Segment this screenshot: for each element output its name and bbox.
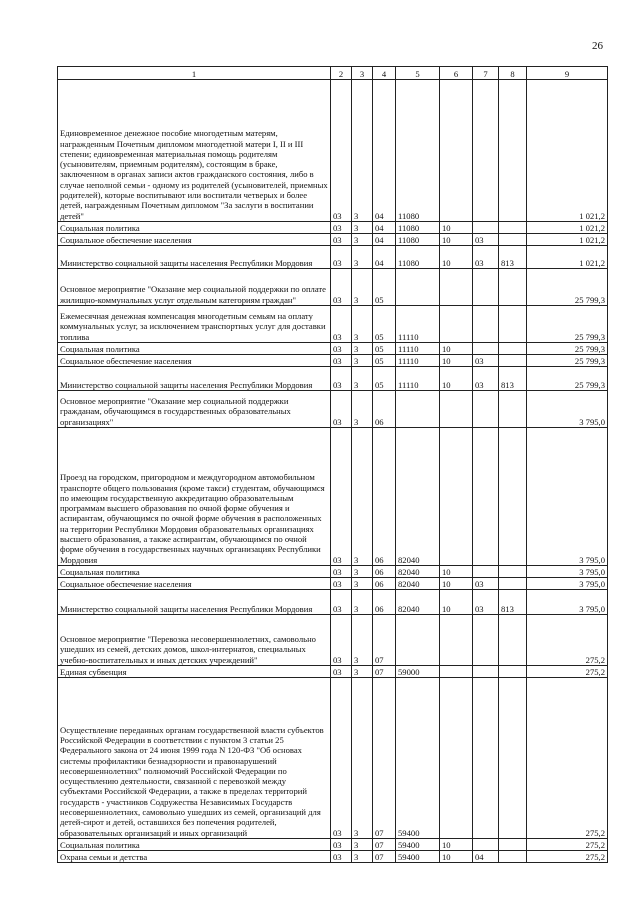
subsection-code-2-cell bbox=[473, 80, 499, 222]
program-code-cell: 05 bbox=[373, 343, 396, 355]
subsection-code-2-cell bbox=[473, 666, 499, 678]
target-article-code-cell bbox=[396, 269, 440, 306]
table-row bbox=[58, 391, 608, 428]
target-article-code-cell: 11110 bbox=[396, 306, 440, 343]
subsection-code-cell: 3 bbox=[352, 367, 373, 391]
section-code-cell: 03 bbox=[331, 269, 352, 306]
subsection-code-2-cell bbox=[473, 269, 499, 306]
section-code-cell: 03 bbox=[331, 851, 352, 863]
expense-type-code-cell bbox=[499, 666, 527, 678]
subsection-code-2-cell: 04 bbox=[473, 851, 499, 863]
amount-cell: 1 021,2 bbox=[527, 222, 608, 234]
expense-type-code-cell bbox=[499, 566, 527, 578]
section-code-cell: 03 bbox=[331, 246, 352, 269]
table-row bbox=[58, 590, 608, 615]
amount-cell: 25 799,3 bbox=[527, 306, 608, 343]
item-name-cell: Социальное обеспечение населения bbox=[58, 234, 331, 246]
subsection-code-cell: 3 bbox=[352, 566, 373, 578]
section-code-cell: 03 bbox=[331, 355, 352, 367]
section-code-cell: 03 bbox=[331, 839, 352, 851]
subsection-code-2-cell bbox=[473, 678, 499, 839]
subsection-code-cell: 3 bbox=[352, 234, 373, 246]
subsection-code-2-cell bbox=[473, 306, 499, 343]
item-name-cell: Основное мероприятие "Оказание мер социальной поддержки по оплате жилищно-коммунальных услуг отдельным категориям граждан" bbox=[58, 269, 331, 306]
program-code-cell: 07 bbox=[373, 839, 396, 851]
target-article-code-cell: 59400 bbox=[396, 851, 440, 863]
subsection-code-2-cell: 03 bbox=[473, 234, 499, 246]
target-article-code-cell: 11110 bbox=[396, 355, 440, 367]
section-code-cell: 03 bbox=[331, 678, 352, 839]
subsection-code-2-cell bbox=[473, 839, 499, 851]
item-name-cell: Проезд на городском, пригородном и междугородном автомобильном транспорте общего пользования (кроме такси) студентам, обучающимся по имеющим государственную аккредитацию образовательным программам высшего образования по очной форме обучения и аспирантам, обучающимся по очной форме обучения в расположенных на территории Республики Мордовия образовательных организациях высшего образования, а также аспирантам, обучающимся по очной форме обучения в государственных научных организациях Республики Мордовия bbox=[58, 428, 331, 566]
section-code-cell: 03 bbox=[331, 615, 352, 666]
table-row bbox=[58, 343, 608, 355]
section-code-10-cell: 10 bbox=[440, 222, 473, 234]
section-code-10-cell: 10 bbox=[440, 566, 473, 578]
amount-cell: 1 021,2 bbox=[527, 246, 608, 269]
expense-type-code-cell bbox=[499, 269, 527, 306]
table-row bbox=[58, 367, 608, 391]
table-row bbox=[58, 566, 608, 578]
section-code-10-cell bbox=[440, 306, 473, 343]
subsection-code-2-cell: 03 bbox=[473, 367, 499, 391]
amount-cell: 25 799,3 bbox=[527, 269, 608, 306]
section-code-cell: 03 bbox=[331, 566, 352, 578]
target-article-code-cell: 59400 bbox=[396, 839, 440, 851]
section-code-10-cell: 10 bbox=[440, 343, 473, 355]
section-code-10-cell bbox=[440, 428, 473, 566]
section-code-10-cell bbox=[440, 391, 473, 428]
subsection-code-cell: 3 bbox=[352, 306, 373, 343]
subsection-code-cell: 3 bbox=[352, 246, 373, 269]
amount-cell: 3 795,0 bbox=[527, 590, 608, 615]
section-code-10-cell: 10 bbox=[440, 839, 473, 851]
subsection-code-2-cell: 03 bbox=[473, 578, 499, 590]
item-name-cell: Социальное обеспечение населения bbox=[58, 578, 331, 590]
section-code-10-cell bbox=[440, 666, 473, 678]
column-header-4: 4 bbox=[373, 67, 396, 80]
column-header-8: 8 bbox=[499, 67, 527, 80]
section-code-10-cell: 10 bbox=[440, 851, 473, 863]
program-code-cell: 05 bbox=[373, 306, 396, 343]
subsection-code-2-cell bbox=[473, 343, 499, 355]
item-name-cell: Осуществление переданных органам государственной власти субъектов Российской Федерации в соответствии с пунктом 3 статьи 25 Федерального закона от 24 июня 1999 года N 120-ФЗ "Об основах системы профилактики безнадзорности и правонарушений несовершеннолетних" полномочий Российской Федерации по осуществлению деятельности, связанной с перевозкой между субъектами Российской Федерации, а также в пределах территорий государств - участников Содружества Независимых Государств несовершеннолетних, самовольно ушедших из семей, организаций для детей-сирот и детей, оставшихся без попечения родителей, образовательных организаций и иных организаций bbox=[58, 678, 331, 839]
section-code-10-cell bbox=[440, 678, 473, 839]
section-code-10-cell bbox=[440, 615, 473, 666]
program-code-cell: 05 bbox=[373, 367, 396, 391]
target-article-code-cell: 11080 bbox=[396, 246, 440, 269]
program-code-cell: 06 bbox=[373, 578, 396, 590]
section-code-cell: 03 bbox=[331, 343, 352, 355]
subsection-code-cell: 3 bbox=[352, 839, 373, 851]
section-code-10-cell bbox=[440, 80, 473, 222]
table-row bbox=[58, 355, 608, 367]
table-body bbox=[58, 80, 608, 863]
item-name-cell: Единая субвенция bbox=[58, 666, 331, 678]
amount-cell: 25 799,3 bbox=[527, 343, 608, 355]
section-code-cell: 03 bbox=[331, 578, 352, 590]
amount-cell: 275,2 bbox=[527, 615, 608, 666]
item-name-cell: Министерство социальной защиты населения Республики Мордовия bbox=[58, 367, 331, 391]
target-article-code-cell: 82040 bbox=[396, 428, 440, 566]
amount-cell: 25 799,3 bbox=[527, 355, 608, 367]
table-row bbox=[58, 234, 608, 246]
target-article-code-cell bbox=[396, 391, 440, 428]
item-name-cell: Охрана семьи и детства bbox=[58, 851, 331, 863]
subsection-code-2-cell bbox=[473, 428, 499, 566]
target-article-code-cell: 11080 bbox=[396, 222, 440, 234]
amount-cell: 275,2 bbox=[527, 851, 608, 863]
amount-cell: 3 795,0 bbox=[527, 578, 608, 590]
subsection-code-2-cell: 03 bbox=[473, 355, 499, 367]
expense-type-code-cell bbox=[499, 391, 527, 428]
program-code-cell: 06 bbox=[373, 590, 396, 615]
column-header-2: 2 bbox=[331, 67, 352, 80]
program-code-cell: 05 bbox=[373, 269, 396, 306]
section-code-cell: 03 bbox=[331, 234, 352, 246]
expense-type-code-cell bbox=[499, 343, 527, 355]
section-code-cell: 03 bbox=[331, 367, 352, 391]
item-name-cell: Социальное обеспечение населения bbox=[58, 355, 331, 367]
section-code-10-cell: 10 bbox=[440, 355, 473, 367]
subsection-code-2-cell bbox=[473, 222, 499, 234]
table-row bbox=[58, 839, 608, 851]
expense-type-code-cell bbox=[499, 615, 527, 666]
target-article-code-cell: 11110 bbox=[396, 343, 440, 355]
item-name-cell: Министерство социальной защиты населения Республики Мордовия bbox=[58, 246, 331, 269]
section-code-cell: 03 bbox=[331, 80, 352, 222]
column-header-5: 5 bbox=[396, 67, 440, 80]
program-code-cell: 07 bbox=[373, 851, 396, 863]
item-name-cell: Ежемесячная денежная компенсация многодетным семьям на оплату коммунальных услуг, за исключением транспортных услуг для доставки топлива bbox=[58, 306, 331, 343]
amount-cell: 3 795,0 bbox=[527, 428, 608, 566]
section-code-cell: 03 bbox=[331, 428, 352, 566]
target-article-code-cell: 82040 bbox=[396, 590, 440, 615]
subsection-code-cell: 3 bbox=[352, 615, 373, 666]
target-article-code-cell: 11080 bbox=[396, 80, 440, 222]
section-code-10-cell: 10 bbox=[440, 590, 473, 615]
expense-type-code-cell bbox=[499, 851, 527, 863]
item-name-cell: Социальная политика bbox=[58, 343, 331, 355]
program-code-cell: 04 bbox=[373, 222, 396, 234]
column-header-3: 3 bbox=[352, 67, 373, 80]
subsection-code-cell: 3 bbox=[352, 80, 373, 222]
target-article-code-cell: 11110 bbox=[396, 367, 440, 391]
header-row bbox=[58, 67, 608, 80]
subsection-code-2-cell: 03 bbox=[473, 590, 499, 615]
item-name-cell: Единовременное денежное пособие многодетным матерям, награжденным Почетным дипломом многодетной матери I, II и III степени; единовременная материальная помощь родителям (усыновителям, приемным родителям), состоящим в браке, заключенном в органах записи актов гражданского состояния, либо в случае неполной семьи - одному из родителей (усыновителей, приемных родителей), которые воспитывают или воспитали четверых и более детей, награжденным Почетным дипломом "За заслуги в воспитании детей" bbox=[58, 80, 331, 222]
column-header-9: 9 bbox=[527, 67, 608, 80]
table-row bbox=[58, 269, 608, 306]
amount-cell: 3 795,0 bbox=[527, 391, 608, 428]
column-header-7: 7 bbox=[473, 67, 499, 80]
program-code-cell: 07 bbox=[373, 678, 396, 839]
table-row bbox=[58, 80, 608, 222]
amount-cell: 1 021,2 bbox=[527, 234, 608, 246]
subsection-code-cell: 3 bbox=[352, 590, 373, 615]
target-article-code-cell: 82040 bbox=[396, 578, 440, 590]
program-code-cell: 06 bbox=[373, 391, 396, 428]
expense-type-code-cell bbox=[499, 578, 527, 590]
table-row bbox=[58, 851, 608, 863]
amount-cell: 275,2 bbox=[527, 678, 608, 839]
subsection-code-cell: 3 bbox=[352, 269, 373, 306]
subsection-code-2-cell bbox=[473, 615, 499, 666]
item-name-cell: Министерство социальной защиты населения Республики Мордовия bbox=[58, 590, 331, 615]
expense-type-code-cell bbox=[499, 839, 527, 851]
amount-cell: 25 799,3 bbox=[527, 367, 608, 391]
section-code-cell: 03 bbox=[331, 306, 352, 343]
table-row bbox=[58, 615, 608, 666]
page-number: 26 bbox=[592, 40, 603, 52]
section-code-10-cell bbox=[440, 269, 473, 306]
expense-type-code-cell bbox=[499, 222, 527, 234]
program-code-cell: 04 bbox=[373, 80, 396, 222]
section-code-cell: 03 bbox=[331, 391, 352, 428]
subsection-code-cell: 3 bbox=[352, 578, 373, 590]
subsection-code-cell: 3 bbox=[352, 666, 373, 678]
program-code-cell: 07 bbox=[373, 615, 396, 666]
subsection-code-cell: 3 bbox=[352, 391, 373, 428]
item-name-cell: Основное мероприятие "Перевозка несовершеннолетних, самовольно ушедших из семей, детских домов, школ-интернатов, специальных учебно-воспитательных и иных детских учреждений" bbox=[58, 615, 331, 666]
program-code-cell: 07 bbox=[373, 666, 396, 678]
section-code-10-cell: 10 bbox=[440, 234, 473, 246]
program-code-cell: 04 bbox=[373, 246, 396, 269]
item-name-cell: Социальная политика bbox=[58, 566, 331, 578]
section-code-cell: 03 bbox=[331, 666, 352, 678]
target-article-code-cell: 59000 bbox=[396, 666, 440, 678]
table-row bbox=[58, 678, 608, 839]
section-code-cell: 03 bbox=[331, 590, 352, 615]
expense-type-code-cell bbox=[499, 306, 527, 343]
item-name-cell: Социальная политика bbox=[58, 839, 331, 851]
program-code-cell: 06 bbox=[373, 566, 396, 578]
expense-type-code-cell bbox=[499, 80, 527, 222]
amount-cell: 275,2 bbox=[527, 839, 608, 851]
target-article-code-cell bbox=[396, 615, 440, 666]
section-code-10-cell: 10 bbox=[440, 367, 473, 391]
expense-type-code-cell bbox=[499, 355, 527, 367]
item-name-cell: Основное мероприятие "Оказание мер социальной поддержки гражданам, обучающимся в государственных образовательных организациях" bbox=[58, 391, 331, 428]
target-article-code-cell: 11080 bbox=[396, 234, 440, 246]
column-header-1: 1 bbox=[58, 67, 331, 80]
expense-type-code-cell: 813 bbox=[499, 246, 527, 269]
program-code-cell: 05 bbox=[373, 355, 396, 367]
table-row bbox=[58, 428, 608, 566]
program-code-cell: 06 bbox=[373, 428, 396, 566]
expense-type-code-cell: 813 bbox=[499, 367, 527, 391]
subsection-code-cell: 3 bbox=[352, 222, 373, 234]
table-row bbox=[58, 306, 608, 343]
subsection-code-2-cell bbox=[473, 566, 499, 578]
table-row bbox=[58, 666, 608, 678]
expense-type-code-cell: 813 bbox=[499, 590, 527, 615]
section-code-cell: 03 bbox=[331, 222, 352, 234]
subsection-code-cell: 3 bbox=[352, 678, 373, 839]
amount-cell: 3 795,0 bbox=[527, 566, 608, 578]
target-article-code-cell: 82040 bbox=[396, 566, 440, 578]
subsection-code-cell: 3 bbox=[352, 851, 373, 863]
item-name-cell: Социальная политика bbox=[58, 222, 331, 234]
budget-table bbox=[57, 66, 608, 863]
expense-type-code-cell bbox=[499, 428, 527, 566]
subsection-code-cell: 3 bbox=[352, 343, 373, 355]
section-code-10-cell: 10 bbox=[440, 246, 473, 269]
expense-type-code-cell bbox=[499, 678, 527, 839]
section-code-10-cell: 10 bbox=[440, 578, 473, 590]
subsection-code-2-cell: 03 bbox=[473, 246, 499, 269]
program-code-cell: 04 bbox=[373, 234, 396, 246]
amount-cell: 275,2 bbox=[527, 666, 608, 678]
table-row bbox=[58, 246, 608, 269]
subsection-code-cell: 3 bbox=[352, 428, 373, 566]
expense-type-code-cell bbox=[499, 234, 527, 246]
table-row bbox=[58, 578, 608, 590]
subsection-code-2-cell bbox=[473, 391, 499, 428]
subsection-code-cell: 3 bbox=[352, 355, 373, 367]
amount-cell: 1 021,2 bbox=[527, 80, 608, 222]
column-header-6: 6 bbox=[440, 67, 473, 80]
target-article-code-cell: 59400 bbox=[396, 678, 440, 839]
table-row bbox=[58, 222, 608, 234]
